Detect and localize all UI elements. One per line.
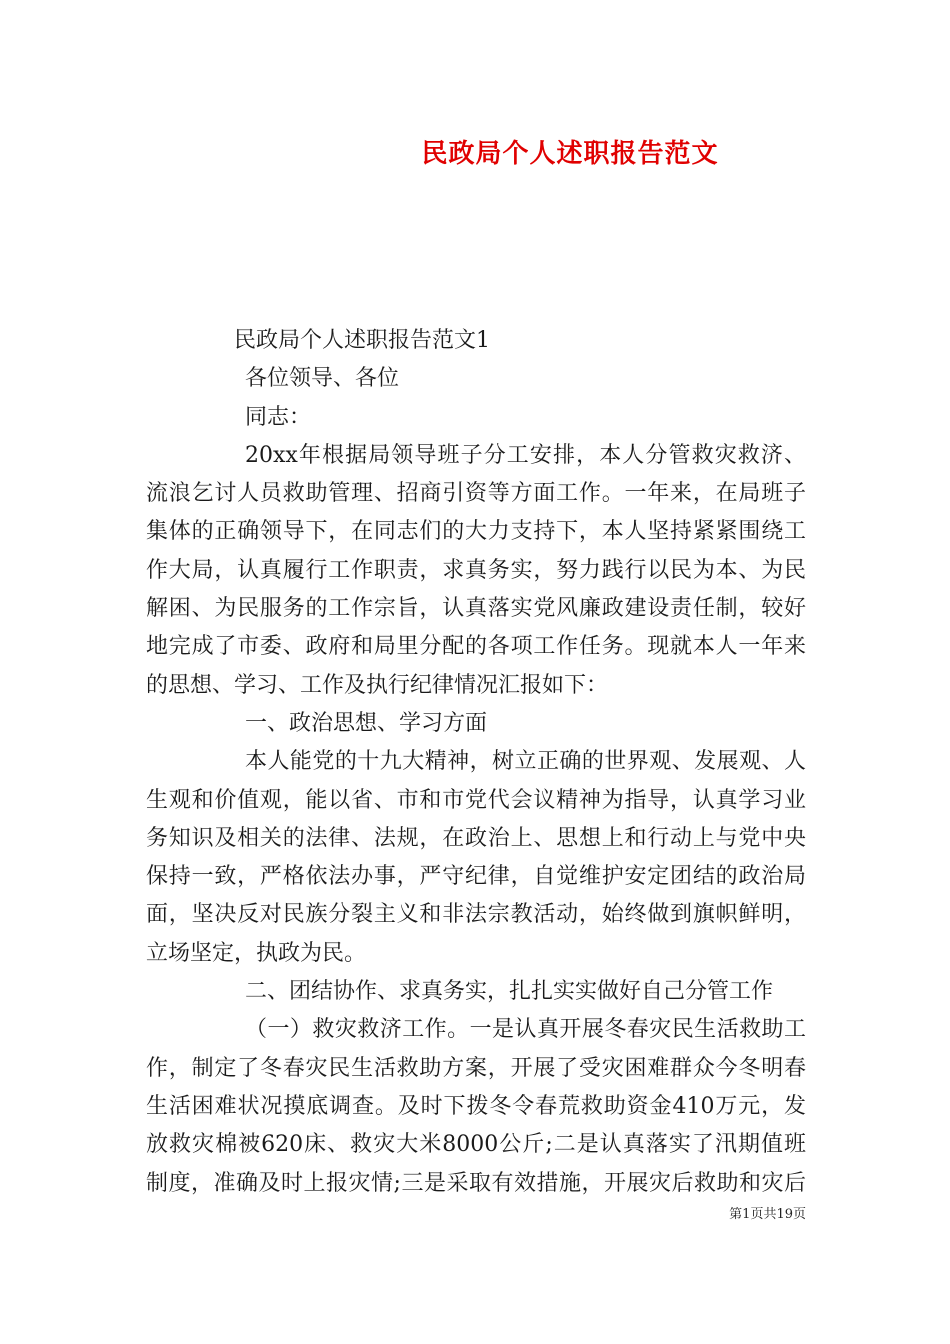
paragraph-line: 解困、为民服务的工作宗旨，认真落实党风廉政建设责任制，较好	[146, 596, 806, 622]
paragraph-line: 的思想、学习、工作及执行纪律情况汇报如下：	[146, 672, 609, 698]
paragraph-line: 生观和价值观，能以省、市和市党代会议精神为指导，认真学习业	[146, 787, 806, 813]
document-body	[146, 322, 806, 1203]
paragraph-line: 地完成了市委、政府和局里分配的各项工作任务。现就本人一年来	[146, 634, 806, 660]
paragraph-line: 20xx年根据局领导班子分工安排，本人分管救灾救济、	[245, 442, 806, 468]
section-heading: 一、政治思想、学习方面	[245, 710, 488, 736]
section-heading: 民政局个人述职报告范文1	[234, 328, 490, 353]
section-heading: 二、团结协作、求真务实，扎扎实实做好自己分管工作	[245, 979, 774, 1005]
page-number: 第1页共19页	[729, 1207, 806, 1222]
paragraph-line: 面，坚决反对民族分裂主义和非法宗教活动，始终做到旗帜鲜明，	[146, 902, 806, 928]
paragraph-line: 保持一致，严格依法办事，严守纪律，自觉维护安定团结的政治局	[146, 864, 806, 890]
paragraph-line: 立场坚定，执政为民。	[146, 940, 367, 966]
paragraph-line: 作大局，认真履行工作职责，求真务实，努力践行以民为本、为民	[146, 557, 806, 583]
paragraph-line: 本人能党的十九大精神，树立正确的世界观、发展观、人	[245, 749, 806, 775]
paragraph-line: 集体的正确领导下，在同志们的大力支持下，本人坚持紧紧围绕工	[146, 519, 806, 545]
paragraph-line: 流浪乞讨人员救助管理、招商引资等方面工作。一年来，在局班子	[146, 481, 806, 507]
salutation-line: 各位领导、各位	[245, 366, 400, 392]
paragraph-line: 务知识及相关的法律、法规，在政治上、思想上和行动上与党中央	[146, 825, 806, 851]
document-title: 民政局个人述职报告范文	[421, 139, 719, 169]
paragraph-line: 放救灾棉被620床、救灾大米8000公斤;二是认真落实了汛期值班	[146, 1132, 806, 1158]
salutation-line: 同志：	[245, 404, 312, 430]
paragraph-line: （一）救灾救济工作。一是认真开展冬春灾民生活救助工	[245, 1017, 806, 1043]
paragraph-line: 作，制定了冬春灾民生活救助方案，开展了受灾困难群众今冬明春	[146, 1055, 806, 1081]
paragraph-line: 制度，准确及时上报灾情;三是采取有效措施，开展灾后救助和灾后	[146, 1170, 806, 1196]
paragraph-line: 生活困难状况摸底调查。及时下拨冬令春荒救助资金410万元，发	[146, 1093, 806, 1119]
